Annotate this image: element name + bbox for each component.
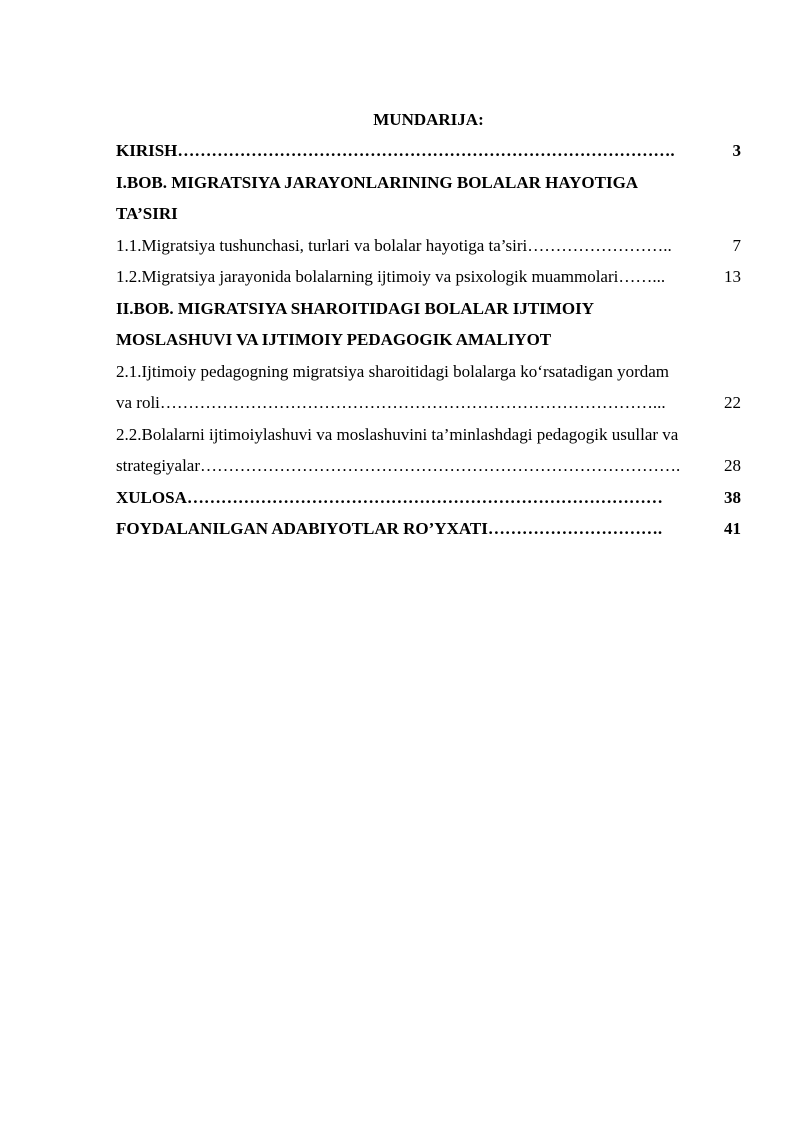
toc-leader-dots: …………………………………………………………………………. <box>200 456 681 475</box>
toc-page-number: 7 <box>732 235 741 255</box>
toc-entry-2-2[interactable] <box>116 450 741 482</box>
toc-page-number: 13 <box>724 267 741 286</box>
toc-entry-1-2[interactable] <box>116 261 741 293</box>
toc-entry-label: va roli <box>116 393 160 412</box>
toc-page-number: 41 <box>724 519 741 538</box>
toc-leader-dots: ……………………………………………………………………………. <box>177 141 675 160</box>
toc-entry-1-1[interactable] <box>116 230 741 262</box>
toc-page-number: 3 <box>732 141 741 160</box>
toc-leader-dots: …………………….. <box>527 235 672 255</box>
toc-entry-label: 1.2.Migratsiya jarayonida bolalarning ijtimoiy va psixologik muammolari <box>116 267 619 286</box>
toc-entry-2-1-line1[interactable]: 2.1.Ijtimoiy pedagogning migratsiya sharoitidagi bolalarga ko‘rsatadigan yordam <box>116 361 669 381</box>
toc-entry-label: strategiyalar <box>116 456 201 475</box>
toc-entry-bibliography[interactable] <box>116 513 741 545</box>
toc-entry-label: XULOSA <box>116 487 187 507</box>
toc-entry-xulosa[interactable] <box>116 482 741 514</box>
toc-leader-dots: ………………………………………………………………………… <box>186 487 663 507</box>
toc-chapter-2-heading-line2[interactable]: MOSLASHUVI VA IJTIMOIY PEDAGOGIK AMALIYOT <box>116 330 552 349</box>
toc-entry-label: 1.1.Migratsiya tushunchasi, turlari va bolalar hayotiga ta’siri <box>116 235 528 255</box>
toc-title: MUNDARIJA: <box>373 110 484 129</box>
toc-page-number: 28 <box>724 456 741 475</box>
toc-page-number: 22 <box>724 393 741 412</box>
toc-chapter-1-heading-line2[interactable]: TA’SIRI <box>116 204 178 223</box>
toc-entry-2-2-line1[interactable]: 2.2.Bolalarni ijtimoiylashuvi va moslashuvini ta’minlashdagi pedagogik usullar va <box>116 424 679 444</box>
toc-chapter-1-heading-line1[interactable]: I.BOB. MIGRATSIYA JARAYONLARINING BOLALAR HAYOTIGA <box>116 172 639 192</box>
toc-leader-dots: ……... <box>618 267 666 286</box>
toc-leader-dots: …………………………. <box>487 519 663 538</box>
toc-page-number: 38 <box>724 487 741 507</box>
toc-entry-label: FOYDALANILGAN ADABIYOTLAR RO’YXATI <box>116 519 488 538</box>
toc-chapter-2-heading-line1[interactable]: II.BOB. MIGRATSIYA SHAROITIDAGI BOLALAR IJTIMOIY <box>116 298 594 318</box>
toc-entry-kirish[interactable] <box>116 135 741 167</box>
table-of-contents <box>116 108 741 545</box>
toc-leader-dots: ……………………………………………………………………………... <box>159 393 666 412</box>
toc-entry-2-1[interactable] <box>116 387 741 419</box>
toc-entry-label: KIRISH <box>116 141 178 160</box>
